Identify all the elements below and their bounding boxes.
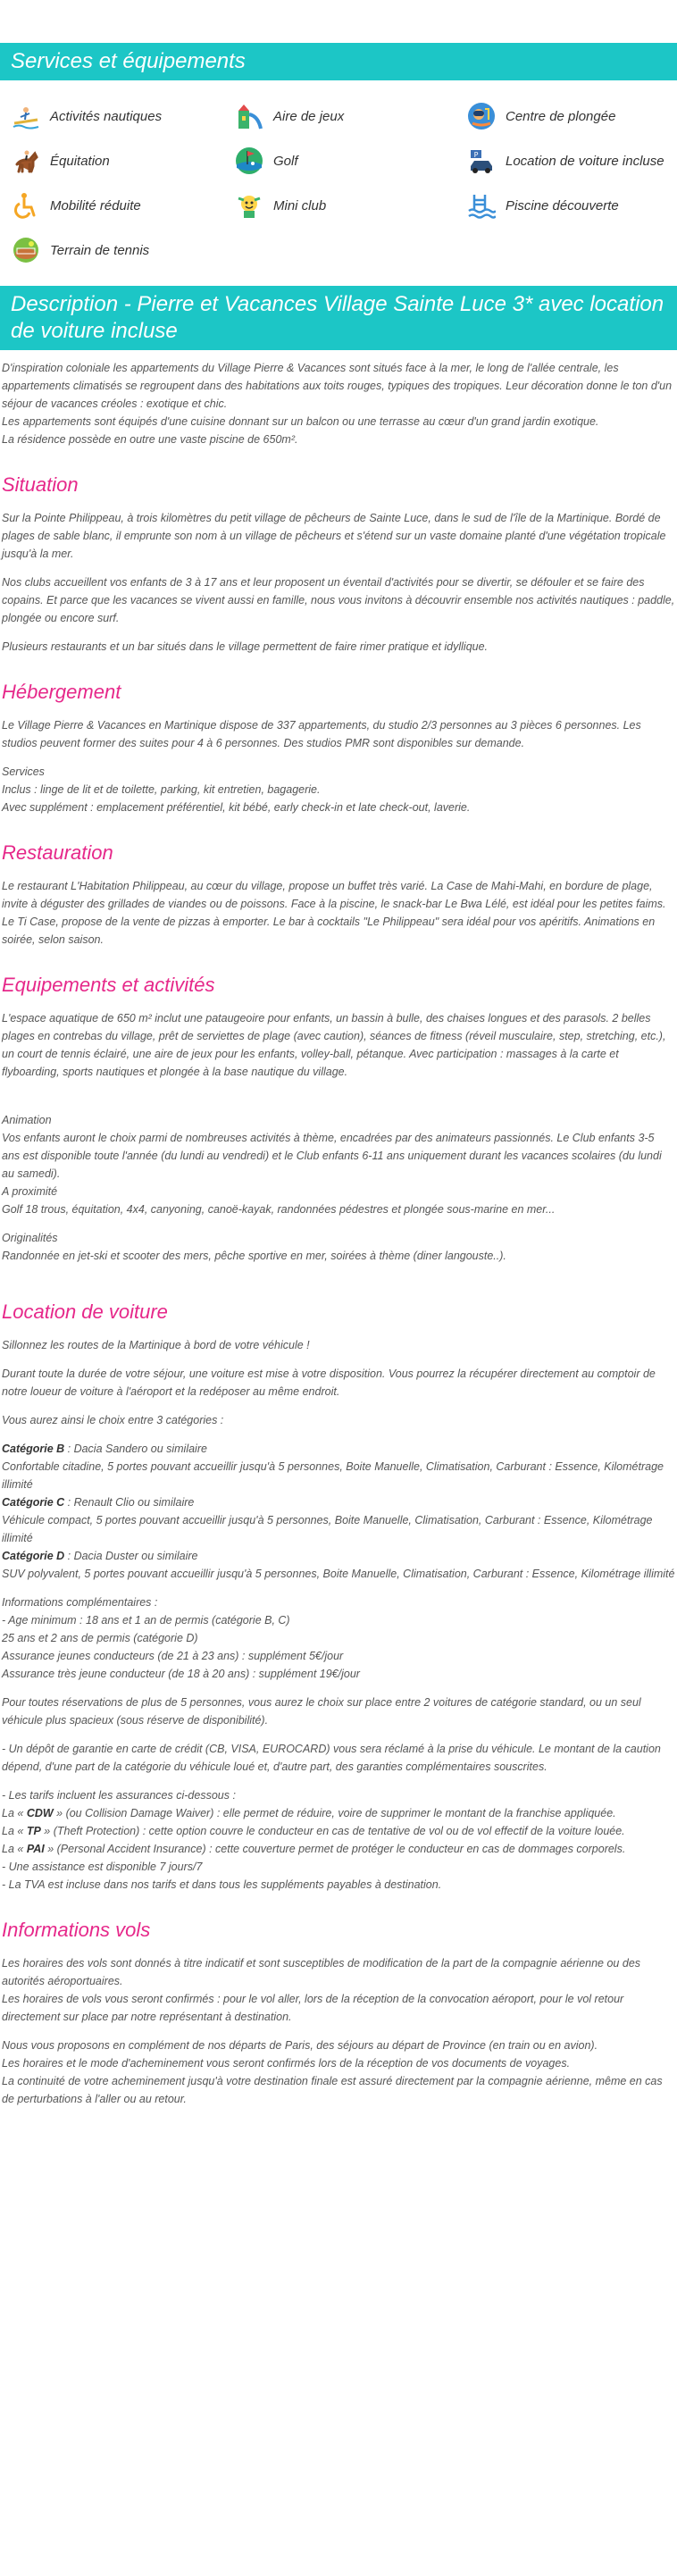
description-text: D'inspiration coloniale les appartements du Village Pierre & Vacances sont situés face à la mer, le long de l'allée centrale, les appartements climatisés se regroupent dans des habitations aux toits rouges, typiques des tropiques. Leur décoration donne le ton d'un séjour de vacances créoles : exotique et chic. Les appartements sont équipés d'une cuisine donnant sur un balcon ou une terrasse au cœur d'un grand jardin exotique. La résidence possède en outre une vaste piscine de 650m². [2, 362, 673, 446]
proximite-block: A proximité Golf 18 trous, équitation, 4x4, canyoning, canoë-kayak, randonnées pédestres et plongée sous-marine en mer... [2, 1185, 556, 1216]
water-sports-icon [11, 101, 41, 131]
service-label: Centre de plongée [506, 108, 616, 124]
hebergement-text: Le Village Pierre & Vacances en Martinique dispose de 337 appartements, du studio 2/3 personnes au 3 pièces 6 personnes. Les studios peuvent former des suites pour 4 à 6 personnes. Des studios PMR sont disponibles sur demande. [2, 719, 641, 749]
mini-club-icon [234, 190, 264, 221]
service-label: Mini club [273, 197, 327, 213]
service-label: Aire de jeux [273, 108, 345, 124]
playground-icon [234, 101, 264, 131]
situation-text: Plusieurs restaurants et un bar situés dans le village permettent de faire rimer pratique et idyllique. [2, 640, 489, 653]
services-grid [0, 80, 677, 286]
equipements-heading: Equipements et activités [2, 974, 215, 996]
tennis-icon [11, 235, 41, 265]
golf-icon [234, 146, 264, 176]
hebergement-heading: Hébergement [2, 681, 121, 703]
situation-heading: Situation [2, 473, 79, 496]
location-text: Vous aurez ainsi le choix entre 3 catégories : [2, 1414, 224, 1426]
animation-block: Animation Vos enfants auront le choix parmi de nombreuses activités à thème, encadrées par des animateurs passionnés. Le Club enfants 3-5 ans est disponible toute l'année (du lundi au vendredi) et le Club enfants 6-11 ans uniquement durant les vacances scolaires (du lundi au samedi). [2, 1114, 662, 1180]
location-heading: Location de voiture [2, 1301, 168, 1323]
wheelchair-icon [11, 190, 41, 221]
vols-heading: Informations vols [2, 1919, 151, 1941]
content [0, 359, 677, 2108]
service-label: Terrain de tennis [50, 242, 150, 258]
service-item [466, 189, 677, 222]
service-label: Équitation [50, 153, 110, 169]
originalites-block: Originalités Randonnée en jet-ski et scooter des mers, pêche sportive en mer, soirées à thème (diner langouste..). [2, 1232, 506, 1262]
location-text: Durant toute la durée de votre séjour, une voiture est mise à votre disposition. Vous pourrez la récupérer directement au comptoir de notre loueur de voiture à l'aéroport et la redéposer au même endroit. [2, 1367, 656, 1398]
services-banner: Services et équipements [0, 43, 677, 80]
location-text: Sillonnez les routes de la Martinique à bord de votre véhicule ! [2, 1339, 310, 1351]
restauration-text: Le restaurant L'Habitation Philippeau, au cœur du village, propose un buffet très varié. La Case de Mahi-Mahi, en bordure de plage, invite à déguster des grillades de viandes ou de poissons. Face à la piscine, le snack-bar Le Bwa Lélé, est idéal pour les petites faims. Le Ti Case, propose de la vente de pizzas à emporter. Le bar à cocktails "Le Philippeau" sera idéal pour vos apéritifs. Animations en soirée, selon saison. [2, 880, 666, 946]
service-label: Piscine découverte [506, 197, 619, 213]
service-item [234, 145, 466, 177]
location-text: Pour toutes réservations de plus de 5 personnes, vous aurez le choix sur place entre 2 voitures de catégorie standard, ou un seul véhicule plus spacieux (sous réserve de disponibilité). [2, 1696, 641, 1727]
diving-icon [466, 101, 497, 131]
vols-text: Les horaires des vols sont donnés à titre indicatif et sont susceptibles de modification de la part de la compagnie aérienne ou des autorités aéroportuaires. Les horaires de vols vous seront confirmés : pour le vol aller, lors de la réception de la convocation aéroport, pour le vol retour directement sur place par notre représentant à destination. [2, 1957, 641, 2023]
car-categories: Catégorie B : Dacia Sandero ou similaire Confortable citadine, 5 portes pouvant accueillir jusqu'à 5 personnes, Boite Manuelle, Climatisation, Carburant : Essence, Kilométrage illimité Catégorie C : Renault Clio ou similaire Véhicule compact, 5 portes pouvant accueillir jusqu'à 5 personnes, Boite Manuelle, Climatisation, Carburant : Essence, Kilométrage illimité Catégorie D : Dacia Duster ou similaire SUV polyvalent, 5 portes pouvant accueillir jusqu'à 5 personnes, Boite Manuelle, Climatisation, Carburant : Essence, Kilométrage illimité [2, 1443, 675, 1580]
service-item [11, 234, 234, 266]
equipements-text: L'espace aquatique de 650 m² inclut une pataugeoire pour enfants, un bassin à bulle, des chaises longues et des parasols. 2 belles plages en contrebas du village, prêt de serviettes de plage (avec caution), séances de fitness (réveil musculaire, step, stretching, etc.), un court de tennis éclairé, une aire de jeux pour les enfants, volley-ball, pétanque. Avec participation : massages à la carte et flyboarding, sports nautiques et plongée à la base nautique du village. [2, 1012, 666, 1078]
page [0, 43, 677, 2137]
pool-icon [466, 190, 497, 221]
vols-text: Nous vous proposons en complément de nos départs de Paris, des séjours au départ de Province (en train ou en avion). Les horaires et le mode d'acheminement vous seront confirmés lors de la réception de vos documents de voyages. La continuité de votre acheminement jusqu'à votre destination finale est assuré directement par la compagnie aérienne, même en cas de perturbations à l'aller ou au retour. [2, 2039, 663, 2105]
service-item [11, 100, 234, 132]
service-item [466, 100, 677, 132]
service-label: Location de voiture incluse [506, 153, 664, 169]
service-label: Golf [273, 153, 298, 169]
service-item [234, 189, 466, 222]
insurance-list: - Les tarifs incluent les assurances ci-dessous : La « CDW » (ou Collision Damage Waiver) : elle permet de réduire, voire de supprimer le montant de la franchise appliquée. La « TP » (Theft Protection) : cette option couvre le conducteur en cas de tentative de vol ou de vol effectif de la voiture louée. La « PAI » (Personal Accident Insurance) : cette couverture permet de protéger le conducteur en cas de dommages corporels. - Une assistance est disponible 7 jours/7 - La TVA est incluse dans nos tarifs et dans tous les suppléments payables à destination. [2, 1789, 626, 1891]
service-item [466, 145, 677, 177]
hebergement-services: Services Inclus : linge de lit et de toilette, parking, kit entretien, bagagerie. Avec supplément : emplacement préférentiel, kit bébé, early check-in et late check-out, laverie. [2, 765, 471, 814]
additional-info: Informations complémentaires : - Age minimum : 18 ans et 1 an de permis (catégorie B, C) 25 ans et 2 ans de permis (catégorie D) Assurance jeunes conducteurs (de 21 à 23 ans) : supplément 5€/jour Assurance très jeune conducteur (de 18 à 20 ans) : supplément 19€/jour [2, 1596, 360, 1680]
situation-text: Nos clubs accueillent vos enfants de 3 à 17 ans et leur proposent un éventail d'activités pour se divertir, se défouler et se faire des copains. Et parce que les vacances se vivent aussi en famille, nous vous invitons à découvrir ensemble nos activités nautiques : paddle, plongée ou encore surf. [2, 576, 675, 624]
service-item [234, 100, 466, 132]
service-item [11, 189, 234, 222]
restauration-heading: Restauration [2, 841, 113, 864]
deposit-text: - Un dépôt de garantie en carte de crédit (CB, VISA, EUROCARD) vous sera réclamé à la prise du véhicule. Le montant de la caution dépend, d'une part de la catégorie du véhicule loué et, d'autre part, des garanties complémentaires souscrites. [2, 1743, 661, 1773]
service-item [11, 145, 234, 177]
description-banner: Description - Pierre et Vacances Village Sainte Luce 3* avec location de voiture incluse [0, 286, 677, 350]
situation-text: Sur la Pointe Philippeau, à trois kilomètres du petit village de pêcheurs de Sainte Luce, dans le sud de l'île de la Martinique. Bordé de plages de sable blanc, il emprunte son nom à un village de pêcheurs et s'étend sur un vaste domaine planté d'une végétation tropicale jusqu'à la mer. [2, 512, 666, 560]
car-rental-icon [466, 146, 497, 176]
svg-text:P: P [473, 151, 479, 159]
horse-riding-icon [11, 146, 41, 176]
service-label: Mobilité réduite [50, 197, 141, 213]
service-label: Activités nautiques [50, 108, 163, 124]
